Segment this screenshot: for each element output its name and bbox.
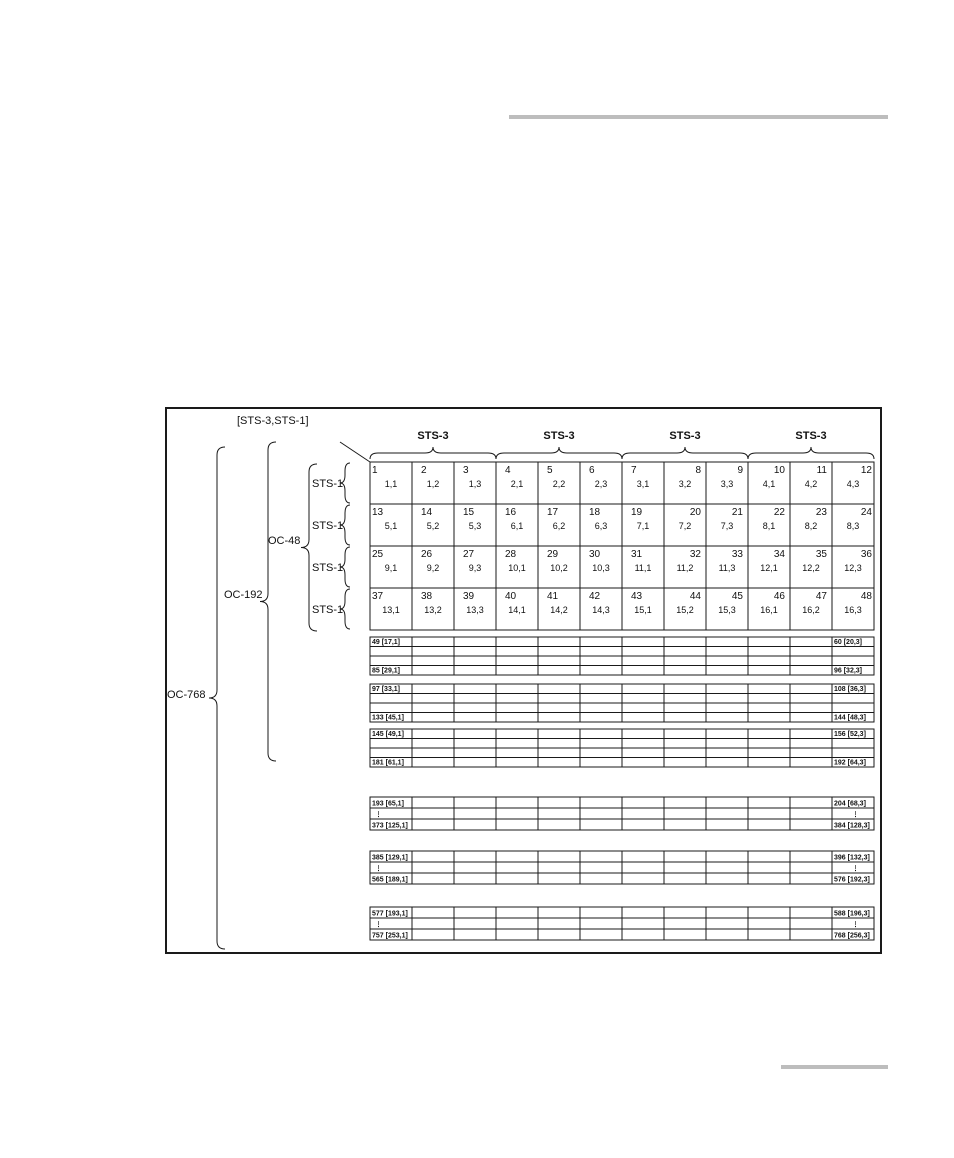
cell-number: 43 [631,591,643,602]
block-start-label: 577 [193,1] [372,910,408,918]
sts1-label: STS-1 [312,520,344,532]
block-start-label: 193 [65,1] [372,800,404,808]
cell-number: 26 [421,549,433,560]
cell-number: 42 [589,591,601,602]
cell-number: 1 [372,465,378,476]
cell-address: 7,2 [678,521,692,531]
cell-number: 30 [589,549,601,560]
cell-address: 9,3 [468,563,482,573]
block-end-label: 144 [48,3] [834,714,866,722]
cell-number: 32 [689,549,701,560]
cell-address: 14,2 [550,605,568,615]
cell-address: 11,1 [634,563,652,573]
cell-number: 15 [463,507,475,518]
oc768-mapping-diagram [165,407,882,954]
cell-address: 5,1 [384,521,398,531]
block-start-label: 757 [253,1] [372,932,408,940]
sts3-label: STS-3 [417,430,449,442]
block-start-label: 145 [49,1] [372,731,404,738]
cell-address: 3,2 [678,479,692,489]
cell-address: 12,3 [844,563,862,573]
ellipsis-mark: ⋮ [852,811,859,819]
block-start-label: 85 [29,1] [372,667,401,675]
cell-address: 10,1 [508,563,526,573]
ellipsis-mark: ⋮ [375,811,382,819]
cell-number: 13 [372,507,384,518]
block-start-label: 385 [129,1] [372,854,408,862]
cell-address: 16,3 [844,605,862,615]
cell-number: 12 [860,465,872,476]
sts3-brace [622,447,748,459]
diagram-canvas [167,409,880,952]
cell-number: 8 [695,465,701,476]
block-end-label: 384 [128,3] [834,822,870,830]
sts1-label: STS-1 [312,604,344,616]
ellipsis-mark: ⋮ [375,921,382,929]
footer-rule [781,1065,888,1069]
cell-number: 40 [505,591,517,602]
cell-address: 2,1 [510,479,524,489]
cell-number: 11 [816,465,827,476]
block-end-label: 108 [36,3] [834,686,866,693]
cell-number: 37 [372,591,384,602]
sts1-label: STS-1 [312,478,344,490]
block-end-label: 576 [192,3] [834,876,870,884]
cell-address: 8,2 [804,521,818,531]
cell-number: 48 [860,591,872,602]
block-start-label: 49 [17,1] [372,639,401,646]
cell-number: 46 [773,591,785,602]
sts3-brace [370,447,496,459]
block-start-label: 181 [61,1] [372,759,404,767]
ellipsis-mark: ⋮ [375,865,382,873]
cell-number: 22 [773,507,785,518]
cell-address: 1,2 [426,479,440,489]
cell-number: 5 [547,465,553,476]
cell-address: 4,3 [846,479,860,489]
oc48-label: OC-48 [268,535,301,547]
cell-address: 15,1 [634,605,652,615]
sts3-label: STS-3 [669,430,701,442]
cell-number: 41 [547,591,559,602]
cell-address: 3,3 [720,479,734,489]
block-start-label: 133 [45,1] [372,714,404,722]
block-end-label: 588 [196,3] [834,910,870,918]
block-end-label: 768 [256,3] [834,932,870,940]
cell-number: 4 [505,465,511,476]
block-start-label: 373 [125,1] [372,822,408,830]
ellipsis-mark: ⋮ [852,865,859,873]
cell-number: 2 [421,465,427,476]
cell-number: 19 [631,507,643,518]
cell-address: 15,3 [718,605,736,615]
cell-number: 16 [505,507,517,518]
cell-number: 35 [815,549,827,560]
address-format-label: [STS-3,STS-1] [237,415,309,427]
cell-address: 13,3 [466,605,484,615]
cell-address: 6,2 [552,521,566,531]
cell-address: 4,1 [762,479,776,489]
cell-number: 10 [773,465,785,476]
cell-number: 24 [860,507,872,518]
oc768-brace [209,447,225,949]
sts3-brace [748,447,874,459]
cell-number: 14 [421,507,433,518]
cell-address: 6,3 [594,521,608,531]
cell-address: 13,1 [382,605,400,615]
cell-number: 45 [731,591,743,602]
oc192-brace [260,442,276,761]
cell-number: 29 [547,549,559,560]
cell-address: 1,3 [468,479,482,489]
cell-address: 5,2 [426,521,440,531]
oc768-label: OC-768 [167,689,206,701]
cell-address: 1,1 [384,479,398,489]
cell-address: 11,2 [676,563,694,573]
cell-address: 12,2 [802,563,820,573]
cell-number: 17 [547,507,559,518]
cell-address: 15,2 [676,605,694,615]
cell-address: 16,2 [802,605,820,615]
block-end-label: 192 [64,3] [834,759,866,767]
cell-number: 21 [731,507,743,518]
cell-number: 38 [421,591,433,602]
sts3-label: STS-3 [795,430,827,442]
cell-address: 2,2 [552,479,566,489]
cell-number: 6 [589,465,595,476]
sts1-label: STS-1 [312,562,344,574]
cell-number: 28 [505,549,517,560]
cell-number: 3 [463,465,469,476]
block-end-label: 60 [20,3] [834,639,863,646]
cell-number: 18 [589,507,601,518]
cell-address: 14,3 [592,605,610,615]
block-end-label: 396 [132,3] [834,854,870,862]
cell-address: 5,3 [468,521,482,531]
cell-number: 33 [731,549,743,560]
cell-number: 44 [689,591,701,602]
cell-address: 9,1 [384,563,398,573]
block-start-label: 565 [189,1] [372,876,408,884]
oc192-label: OC-192 [224,589,263,601]
cell-number: 23 [815,507,827,518]
small-blocks [370,637,874,940]
cell-address: 2,3 [594,479,608,489]
ellipsis-mark: ⋮ [852,921,859,929]
cell-number: 34 [773,549,785,560]
cell-address: 7,1 [636,521,650,531]
cell-address: 6,1 [510,521,524,531]
leader-line [340,442,370,462]
cell-address: 16,1 [760,605,778,615]
cell-address: 13,2 [424,605,442,615]
block-start-label: 97 [33,1] [372,686,401,693]
cell-number: 31 [631,549,643,560]
cell-number: 25 [372,549,384,560]
cell-number: 9 [737,465,743,476]
block-end-label: 204 [68,3] [834,800,866,808]
cell-address: 10,2 [550,563,568,573]
cell-number: 47 [815,591,827,602]
cell-address: 11,3 [718,563,736,573]
block-end-label: 156 [52,3] [834,731,866,738]
main-grid [370,462,874,630]
cell-address: 9,2 [426,563,440,573]
cell-address: 14,1 [508,605,526,615]
cell-number: 7 [631,465,637,476]
cell-address: 4,2 [804,479,818,489]
cell-address: 12,1 [760,563,778,573]
cell-number: 39 [463,591,475,602]
block-end-label: 96 [32,3] [834,667,863,675]
cell-address: 8,1 [762,521,776,531]
cell-number: 36 [860,549,872,560]
cell-number: 20 [689,507,701,518]
diagram-labels [167,415,827,701]
cell-address: 8,3 [846,521,860,531]
sts3-brace [496,447,622,459]
cell-address: 10,3 [592,563,610,573]
cell-address: 3,1 [636,479,650,489]
cell-number: 27 [463,549,475,560]
sts3-label: STS-3 [543,430,575,442]
cell-address: 7,3 [720,521,734,531]
header-rule [509,115,888,119]
